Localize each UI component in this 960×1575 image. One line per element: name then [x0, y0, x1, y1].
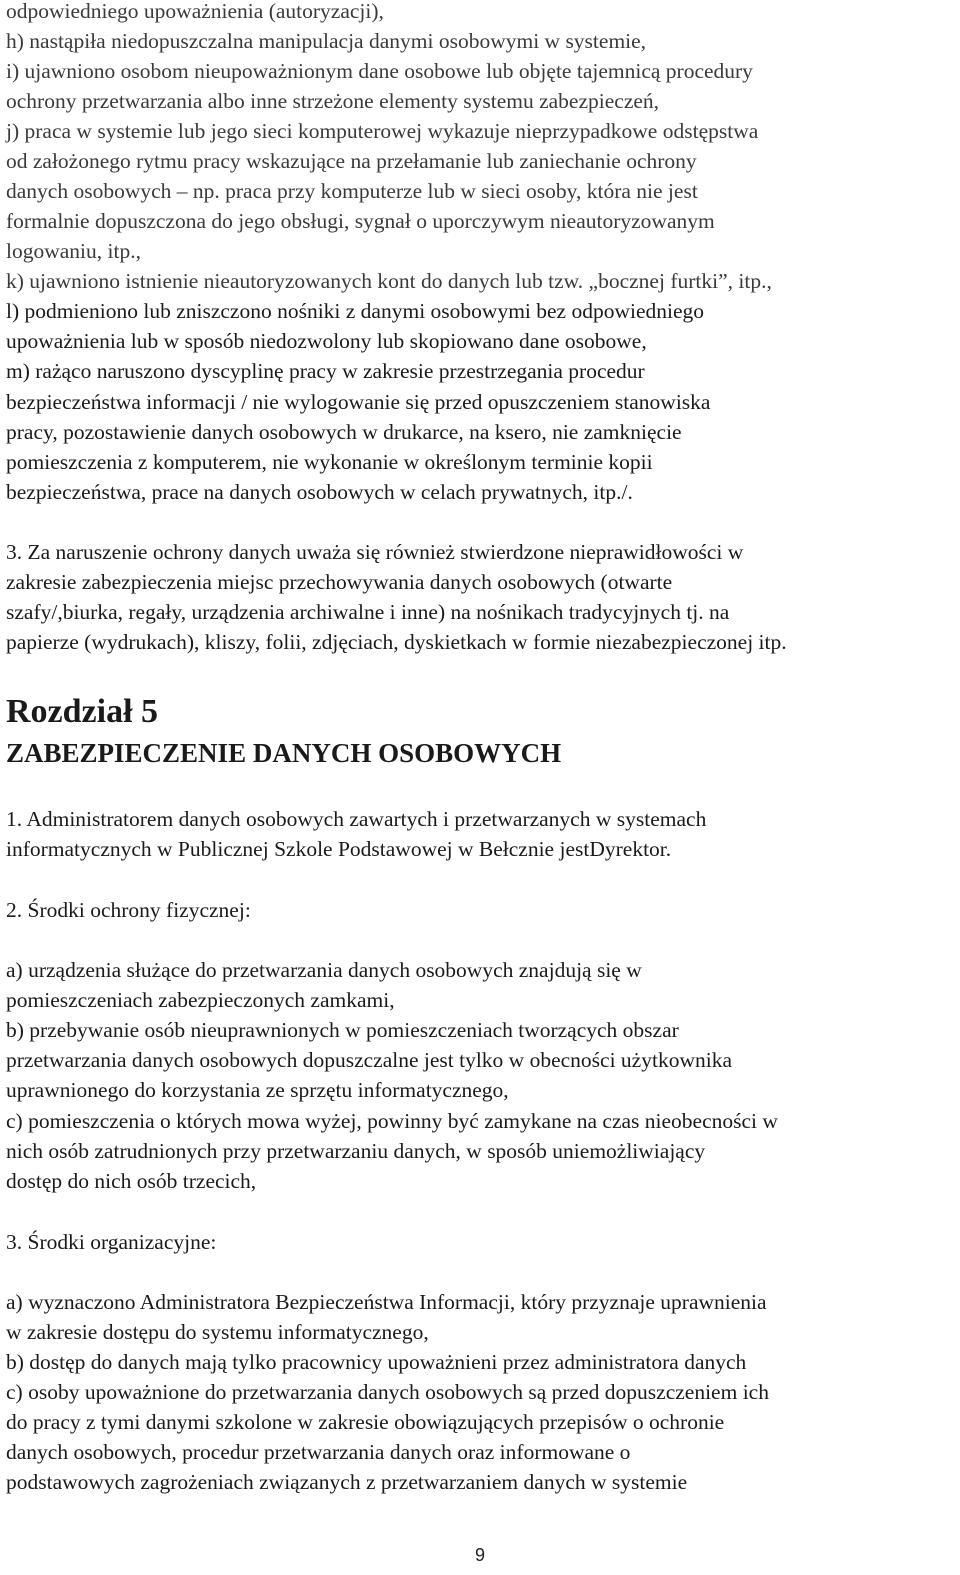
- section-heading: 3. Środki organizacyjne:: [6, 1230, 217, 1254]
- text-line: h) nastąpiła niedopuszczalna manipulacja danymi osobowymi w systemie,: [6, 29, 647, 53]
- text-line: przetwarzania danych osobowych dopuszczalne jest tylko w obecności użytkownika: [6, 1048, 732, 1072]
- text-line: k) ujawniono istnienie nieautoryzowanych kont do danych lub tzw. „bocznej furtki”, itp.,: [6, 269, 772, 293]
- page-number: 9: [474, 1545, 485, 1565]
- chapter-subtitle: ZABEZPIECZENIE DANYCH OSOBOWYCH: [6, 738, 562, 768]
- text-line: 1. Administratorem danych osobowych zawartych i przetwarzanych w systemach: [6, 807, 707, 831]
- text-line: formalnie dopuszczona do jego obsługi, sygnał o uporczywym nieautoryzowanym: [6, 209, 715, 233]
- section-heading: 2. Środki ochrony fizycznej:: [6, 898, 251, 922]
- text-line: pomieszczeniach zabezpieczonych zamkami,: [6, 988, 395, 1012]
- text-line: nich osób zatrudnionych przy przetwarzaniu danych, w sposób uniemożliwiający: [6, 1139, 706, 1163]
- text-line: l) podmieniono lub zniszczono nośniki z danymi osobowymi bez odpowiedniego: [6, 299, 705, 323]
- text-line: bezpieczeństwa informacji / nie wylogowanie się przed opuszczeniem stanowiska: [6, 390, 711, 414]
- text-line: a) wyznaczono Administratora Bezpieczeństwa Informacji, który przyznaje uprawnienia: [6, 1290, 767, 1314]
- text-line: bezpieczeństwa, prace na danych osobowych w celach prywatnych, itp./.: [6, 480, 633, 504]
- text-line: do pracy z tymi danymi szkolone w zakresie obowiązujących przepisów o ochronie: [6, 1410, 725, 1434]
- text-line: danych osobowych – np. praca przy komputerze lub w sieci osoby, która nie jest: [6, 179, 698, 203]
- text-line: dostęp do nich osób trzecich,: [6, 1169, 257, 1193]
- text-line: b) przebywanie osób nieuprawnionych w pomieszczeniach tworzących obszar: [6, 1018, 679, 1042]
- text-line: logowaniu, itp.,: [6, 239, 141, 263]
- text-line: c) pomieszczenia o których mowa wyżej, powinny być zamykane na czas nieobecności w: [6, 1109, 778, 1133]
- text-line: uprawnionego do korzystania ze sprzętu informatycznego,: [6, 1078, 509, 1102]
- text-line: informatycznych w Publicznej Szkole Podstawowej w Bełcznie jestDyrektor.: [6, 837, 672, 861]
- text-line: a) urządzenia służące do przetwarzania danych osobowych znajdują się w: [6, 958, 642, 982]
- text-line: ochrony przetwarzania albo inne strzeżone elementy systemu zabezpieczeń,: [6, 89, 660, 113]
- text-line: pomieszczenia z komputerem, nie wykonanie w określonym terminie kopii: [6, 450, 653, 474]
- text-line: i) ujawniono osobom nieupoważnionym dane osobowe lub objęte tajemnicą procedury: [6, 59, 753, 83]
- text-line: pracy, pozostawienie danych osobowych w drukarce, na ksero, nie zamknięcie: [6, 420, 682, 444]
- text-line: danych osobowych, procedur przetwarzania danych oraz informowane o: [6, 1440, 631, 1464]
- text-line: j) praca w systemie lub jego sieci komputerowej wykazuje nieprzypadkowe odstępstwa: [6, 119, 759, 143]
- text-line: od założonego rytmu pracy wskazujące na przełamanie lub zaniechanie ochrony: [6, 149, 697, 173]
- text-line: b) dostęp do danych mają tylko pracownicy upoważnieni przez administratora danych: [6, 1350, 747, 1374]
- text-line: upoważnienia lub w sposób niedozwolony lub skopiowano dane osobowe,: [6, 329, 647, 353]
- text-line: c) osoby upoważnione do przetwarzania danych osobowych są przed dopuszczeniem ich: [6, 1380, 769, 1404]
- text-line: zakresie zabezpieczenia miejsc przechowywania danych osobowych (otwarte: [6, 570, 673, 594]
- text-line: w zakresie dostępu do systemu informatycznego,: [6, 1320, 429, 1344]
- text-line: m) rażąco naruszono dyscyplinę pracy w zakresie przestrzegania procedur: [6, 359, 645, 383]
- text-line: podstawowych zagrożeniach związanych z przetwarzaniem danych w systemie: [6, 1470, 688, 1494]
- text-line: odpowiedniego upoważnienia (autoryzacji),: [6, 0, 384, 23]
- chapter-title: Rozdział 5: [6, 693, 159, 730]
- text-line: papierze (wydrukach), kliszy, folii, zdjęciach, dyskietkach w formie niezabezpieczonej itp.: [6, 630, 787, 654]
- text-line: szafy/,biurka, regały, urządzenia archiwalne i inne) na nośnikach tradycyjnych tj. na: [6, 600, 730, 624]
- text-line: 3. Za naruszenie ochrony danych uważa się również stwierdzone nieprawidłowości w: [6, 540, 744, 564]
